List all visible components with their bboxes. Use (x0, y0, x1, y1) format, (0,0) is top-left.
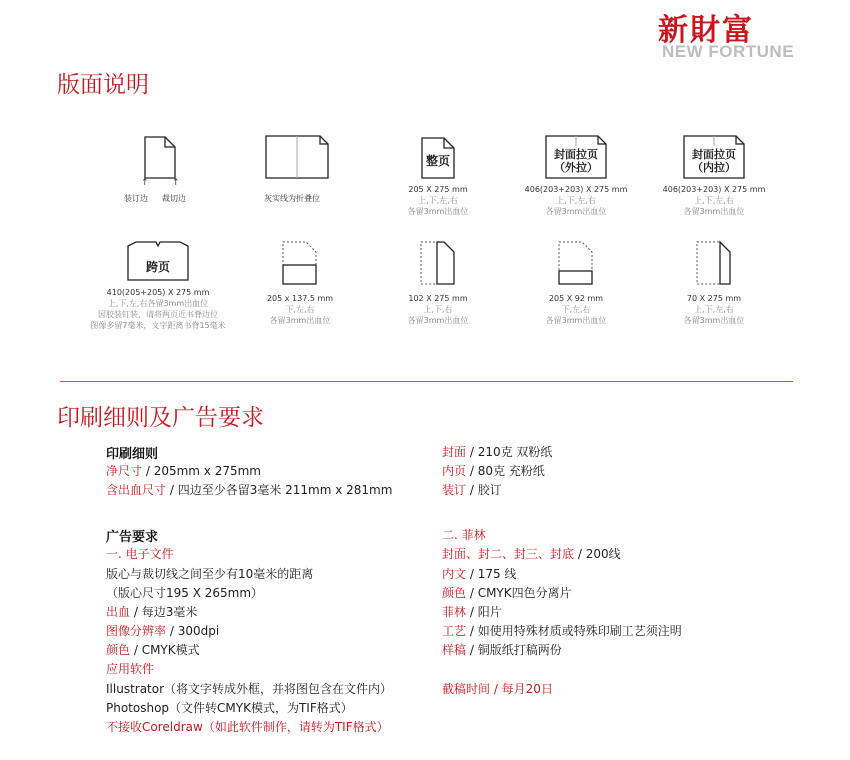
section-divider (60, 381, 793, 382)
ad-color-line: 颜色 / CMYK模式 (106, 643, 200, 657)
ad-line: （版心尺寸195 X 265mm） (106, 586, 264, 600)
ad-resolution-line: 图像分辨率 / 300dpi (106, 624, 220, 638)
page-diagram-icon (140, 135, 180, 180)
deadline-line: 截稿时间 / 每月20日 (442, 682, 553, 696)
film-color-line: 颜色 / CMYK四色分离片 (442, 586, 572, 600)
icon-label-spread: 跨页 (145, 260, 170, 274)
ad-bleed-line: 出血 / 每边3毫米 (106, 605, 198, 619)
ad-software-line: Illustrator（将文字转成外框，并将图包含在文件内） (106, 682, 393, 696)
section-title-layout: 版面说明 (57, 72, 149, 98)
icon-label-gatefold-outer: 封面拉页 （外拉） (554, 148, 598, 174)
brand-logo-cn: 新財富 (658, 13, 754, 48)
paper-binding-line: 装订 / 胶订 (442, 483, 502, 497)
ad-software-line: Photoshop（文件转CMYK模式，为TIF格式） (106, 701, 353, 715)
bottom-strip-icon (556, 240, 596, 286)
size-caption: 205 X 275 mm 上,下,左,右 各留3mm出血位 (407, 185, 469, 216)
size-caption: 406(203+203) X 275 mm 上,下,左,右 各留3mm出血位 (662, 185, 766, 216)
arrow-up-icon: ↑ (141, 178, 149, 188)
paper-cover-line: 封面 / 210克 双粉纸 (442, 445, 553, 459)
vertical-half-icon (418, 240, 458, 286)
film-text-line: 内文 / 175 线 (442, 567, 517, 581)
trim-edge-label: 裁切边 (162, 194, 186, 203)
icon-label-full-page: 整页 (425, 154, 450, 168)
size-caption: 410(205+205) X 275 mm 上,下,左,右各留3mm出血位 因胶装钉装，请将两页近书脊边位 图像多留7毫米，文字距离书脊15毫米 (90, 288, 226, 330)
size-caption: 406(203+203) X 275 mm 上,下,左,右 各留3mm出血位 (524, 185, 628, 216)
half-page-icon (280, 240, 320, 286)
ad-software-line: 不接收Coreldraw（如此软件制作，请转为TIF格式） (106, 720, 389, 734)
binding-edge-label: 装订边 (124, 194, 148, 203)
size-caption: 205 X 92 mm 下,左,右 各留3mm出血位 (545, 294, 607, 325)
net-size-line: 净尺寸 / 205mm x 275mm (106, 464, 261, 478)
film-covers-line: 封面、封二、封三、封底 / 200线 (442, 547, 621, 561)
ad-heading: 广告要求 (106, 530, 159, 545)
size-caption: 70 X 275 mm 上,下,左,右 各留3mm出血位 (683, 294, 745, 325)
fold-caption: 灰实线为折叠位 (264, 194, 320, 203)
size-caption: 102 X 275 mm 上,下,右 各留3mm出血位 (407, 294, 469, 325)
ad-line: 版心与裁切线之间至少有10毫米的距离 (106, 567, 314, 581)
film-craft-line: 工艺 / 如使用特殊材质或特殊印刷工艺须注明 (442, 624, 682, 638)
film-type-line: 菲林 / 阳片 (442, 605, 502, 619)
ad-sub-electronic: 一. 电子文件 (106, 547, 174, 561)
film-proof-line: 样稿 / 铜版纸打稿两份 (442, 643, 562, 657)
film-heading: 二. 菲林 (442, 528, 486, 542)
brand-logo-en: NEW FORTUNE (662, 42, 795, 61)
arrow-up-icon: ↑ (172, 178, 180, 188)
paper-inner-line: 内页 / 80克 充粉纸 (442, 464, 545, 478)
print-heading: 印刷细则 (106, 447, 159, 462)
narrow-column-icon (694, 240, 734, 286)
bleed-size-line: 含出血尺寸 / 四边至少各留3毫米 211mm x 281mm (106, 483, 393, 497)
ad-software-label: 应用软件 (106, 662, 155, 676)
section-title-print: 印刷细则及广告要求 (57, 405, 264, 431)
spread-fold-icon (264, 134, 330, 180)
icon-label-gatefold-inner: 封面拉页 （内拉） (692, 148, 736, 174)
size-caption: 205 x 137.5 mm 下,左,右 各留3mm出血位 (266, 294, 334, 325)
